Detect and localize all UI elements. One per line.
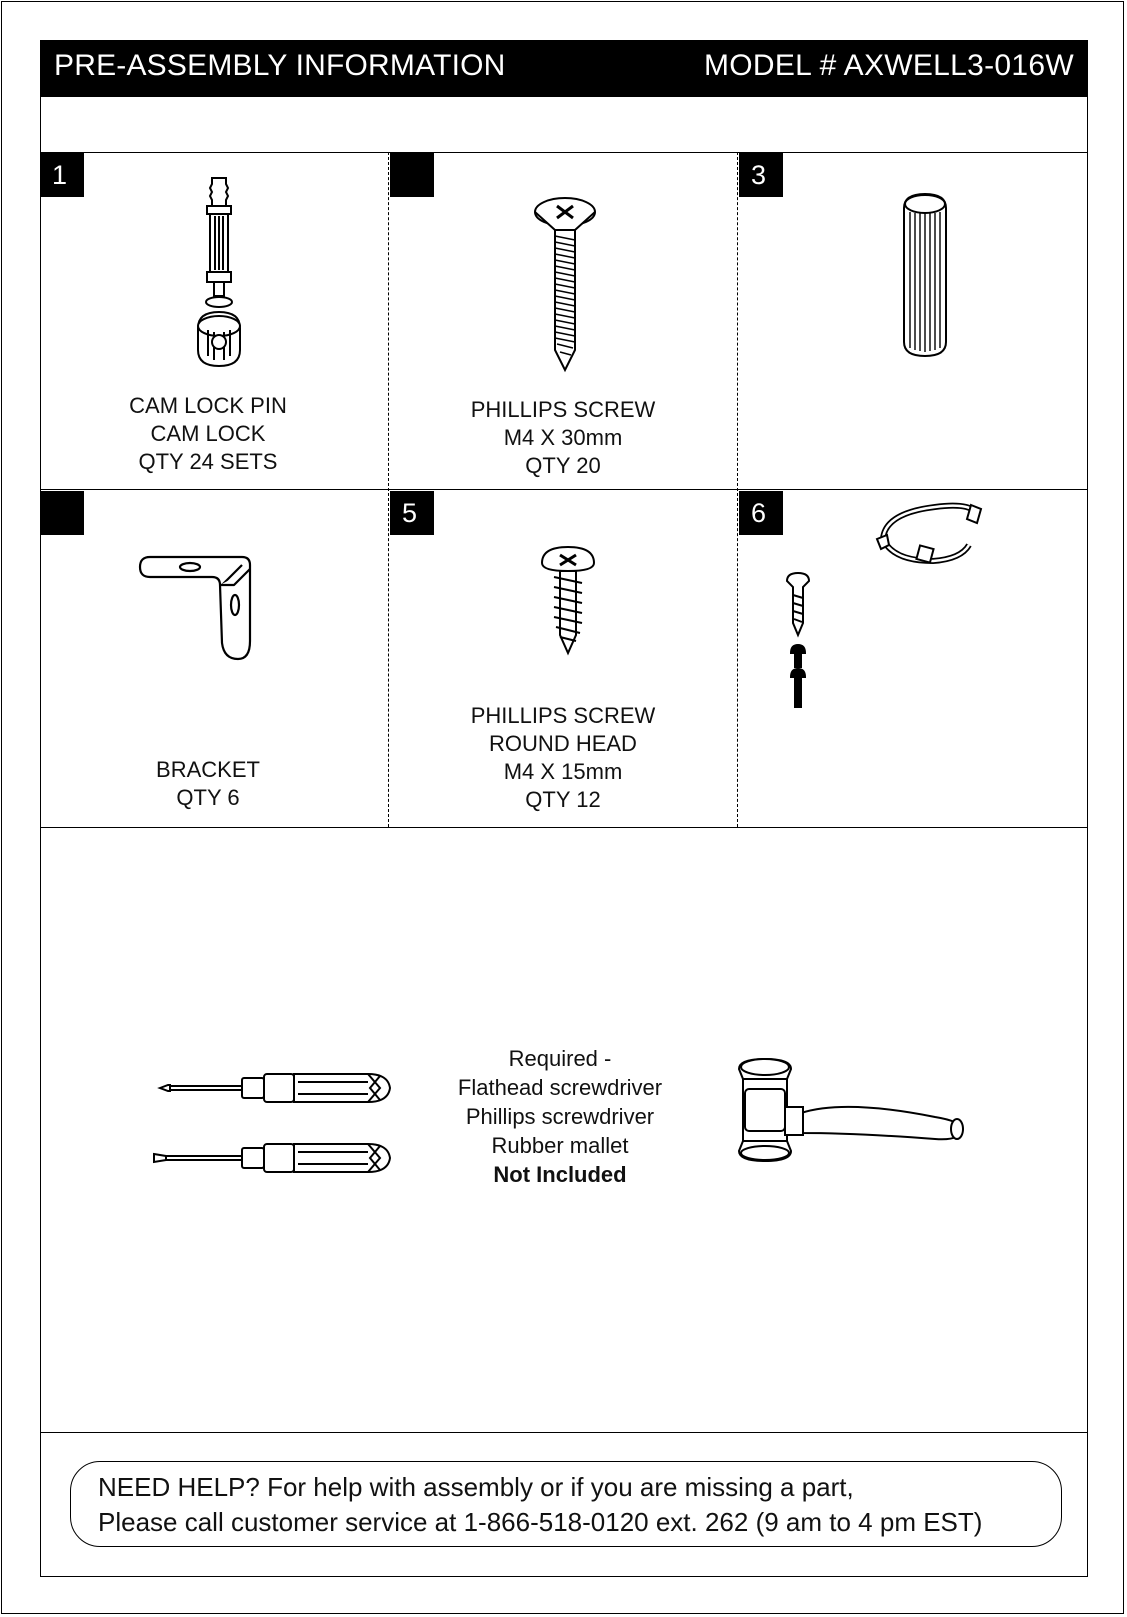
grid-divider-1 [388,152,389,827]
phillips-screwdriver-icon [158,1070,393,1106]
not-included-note: Not Included [493,1162,627,1187]
model-number: MODEL # AXWELL3-016W [703,49,1074,82]
grid-divider-2 [737,152,738,827]
grid-line-top [40,152,1088,153]
cam-lock-icon [180,170,260,385]
help-line-1: NEED HELP? For help with assembly or if you are missing a part, [98,1472,854,1502]
part-number-badge [40,491,84,535]
help-line-2: Please call customer service at 1-866-518-0120 ext. 262 (9 am to 4 pm EST) [98,1507,983,1537]
anti-tip-kit-icon [785,495,990,735]
part-number-badge [390,153,434,197]
l-bracket-icon [138,555,258,665]
part-number-badge: 6 [739,491,783,535]
part-number-badge: 5 [390,491,434,535]
flathead-screwdriver-icon [152,1140,393,1176]
grid-line-bottom [40,827,1088,828]
page-header [40,40,1088,97]
help-box [70,1461,1062,1547]
part-number-badge: 3 [739,153,783,197]
part-label-5: PHILLIPS SCREW ROUND HEAD M4 X 15mm QTY 12 [470,703,656,812]
round-head-screw-icon [538,543,598,658]
part-number-badge: 1 [40,153,84,197]
grid-line-help [40,1432,1088,1433]
tools-required-text: Required - Flathead screwdriver Phillips screwdriver Rubber mallet Not Included [440,1044,680,1189]
part-label-2: PHILLIPS SCREW M4 X 30mm QTY 20 [470,397,656,478]
need-help-label: NEED HELP? [98,1472,260,1502]
part-label-1: CAM LOCK PIN CAM LOCK QTY 24 SETS [129,393,287,474]
grid-line-middle [40,489,1088,490]
phillips-screw-icon [530,190,600,375]
part-label-4: BRACKET QTY 6 [156,757,260,810]
wood-dowel-icon [900,190,950,360]
page-title: PRE-ASSEMBLY INFORMATION [54,49,506,82]
rubber-mallet-icon [735,1055,970,1165]
